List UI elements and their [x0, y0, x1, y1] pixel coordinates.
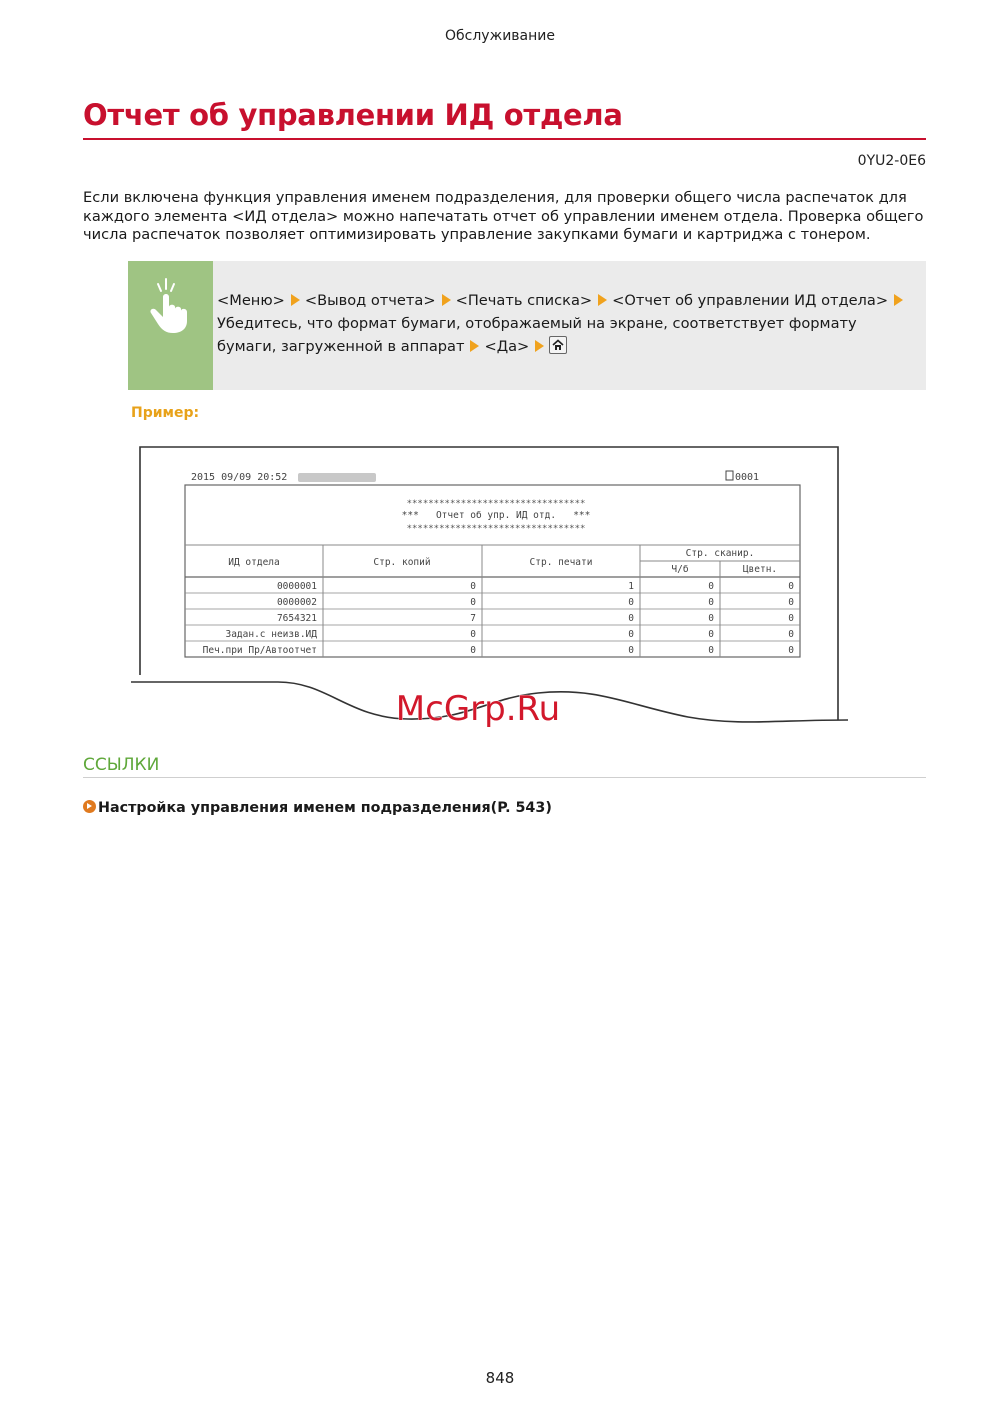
paper-outline — [140, 447, 838, 720]
col-header-copies: Стр. копий — [373, 557, 431, 568]
procedure-box — [128, 261, 926, 390]
step-menu: <Меню> — [217, 292, 285, 309]
table-cell-bw: 0 — [708, 597, 714, 608]
step-arrow-icon — [535, 340, 544, 352]
report-datetime: 2015 09/09 20:52 — [191, 472, 288, 483]
step-dept-id-report: <Отчет об управлении ИД отдела> — [612, 292, 889, 309]
document-code: 0YU2-0E6 — [857, 153, 926, 169]
table-row-id: 0000002 — [276, 597, 317, 608]
table-row-id: Печ.при Пр/Автоотчет — [202, 645, 317, 656]
report-banner-title: *** Отчет об упр. ИД отд. *** — [401, 510, 591, 521]
related-link[interactable] — [83, 800, 552, 816]
step-arrow-icon — [291, 294, 300, 306]
table-cell-bw: 0 — [708, 613, 714, 624]
page-title: Отчет об управлении ИД отдела — [83, 98, 926, 140]
col-header-id: ИД отдела — [228, 557, 280, 568]
step-arrow-icon — [598, 294, 607, 306]
table-cell-color: 0 — [788, 629, 794, 640]
hand-touch-icon — [146, 275, 196, 335]
table-cell-copies: 0 — [470, 629, 476, 640]
table-cell-color: 0 — [788, 581, 794, 592]
table-cell-bw: 0 — [708, 581, 714, 592]
table-cell-prints: 0 — [628, 629, 634, 640]
page-icon — [726, 471, 733, 480]
step-arrow-icon — [894, 294, 903, 306]
table-cell-prints: 0 — [628, 613, 634, 624]
step-report-output: <Вывод отчета> — [304, 292, 436, 309]
running-header: Обслуживание — [445, 28, 555, 44]
procedure-icon-panel — [128, 261, 213, 390]
table-cell-copies: 0 — [470, 581, 476, 592]
report-page-no: 0001 — [735, 472, 760, 483]
report-banner-stars: ********************************* — [406, 499, 586, 509]
table-cell-bw: 0 — [708, 645, 714, 656]
step-check-paper: Убедитесь, что формат бумаги, отображаемый на экране, соответствует формату бумаги, загруженной в аппарат — [217, 315, 857, 355]
link-arrow-icon — [83, 800, 96, 813]
col-header-color: Цветн. — [742, 564, 778, 575]
report-printout — [128, 443, 852, 728]
step-yes: <Да> — [484, 338, 530, 355]
table-cell-prints: 0 — [628, 597, 634, 608]
report-banner-stars-bottom: ********************************* — [406, 524, 586, 534]
watermark: McGrp.Ru — [395, 689, 561, 728]
table-cell-color: 0 — [788, 613, 794, 624]
table-cell-prints: 1 — [628, 581, 634, 592]
related-link-label[interactable]: Настройка управления именем подразделения(P. 543) — [98, 800, 552, 816]
table-cell-prints: 0 — [628, 645, 634, 656]
links-heading: ССЫЛКИ — [83, 755, 926, 778]
intro-paragraph: Если включена функция управления именем подразделения, для проверки общего числа распечаток для каждого элемента <ИД отдела> можно напечатать отчет об управлении именем отдела. Проверка общего числа распечаток позволяет оптимизировать управление закупками бумаги и картриджа с тонером. — [83, 189, 924, 243]
blurred-device-name — [298, 473, 376, 482]
table-row-id: Задан.с неизв.ИД — [225, 629, 317, 640]
step-arrow-icon — [470, 340, 479, 352]
table-cell-copies: 0 — [470, 597, 476, 608]
procedure-steps — [217, 289, 917, 358]
example-label: Пример: — [131, 405, 200, 421]
col-header-bw: Ч/б — [671, 564, 689, 575]
step-arrow-icon — [442, 294, 451, 306]
table-cell-copies: 7 — [470, 613, 476, 624]
table-row-id: 7654321 — [276, 613, 317, 624]
home-key-icon — [549, 336, 567, 354]
table-row-id: 0000001 — [276, 581, 317, 592]
table-cell-bw: 0 — [708, 629, 714, 640]
table-cell-color: 0 — [788, 645, 794, 656]
step-print-list: <Печать списка> — [455, 292, 593, 309]
col-header-scans: Стр. сканир. — [685, 548, 755, 559]
table-cell-color: 0 — [788, 597, 794, 608]
table-cell-copies: 0 — [470, 645, 476, 656]
page-number: 848 — [485, 1369, 515, 1387]
col-header-prints: Стр. печати — [529, 557, 593, 568]
